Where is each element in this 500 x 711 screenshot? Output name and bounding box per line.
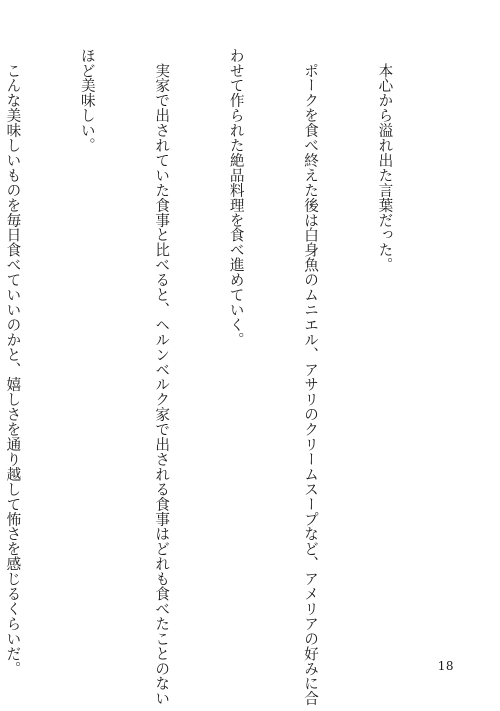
text-line: 本心から溢れ出た言葉だった。 — [376, 48, 394, 273]
text-line: ほど美味しい。 — [78, 48, 96, 153]
text-line: 実家で出されていた食事と比べると、ヘルンベルク家で出される食事はどれも食べたことのない — [153, 48, 171, 706]
text-line: わせて作られた絶品料理を食べ進めていく。 — [227, 48, 245, 347]
page-number: 18 — [437, 659, 454, 673]
text-line: こんな美味しいものを毎日食べていいのかと、嬉しさを通り越して怖さを感じるくらいだ。 — [4, 48, 22, 676]
text-line: ポークを食べ終えた後は白身魚のムニエル、アサリのクリームスープなど、アメリアの好みに合 — [302, 48, 320, 706]
